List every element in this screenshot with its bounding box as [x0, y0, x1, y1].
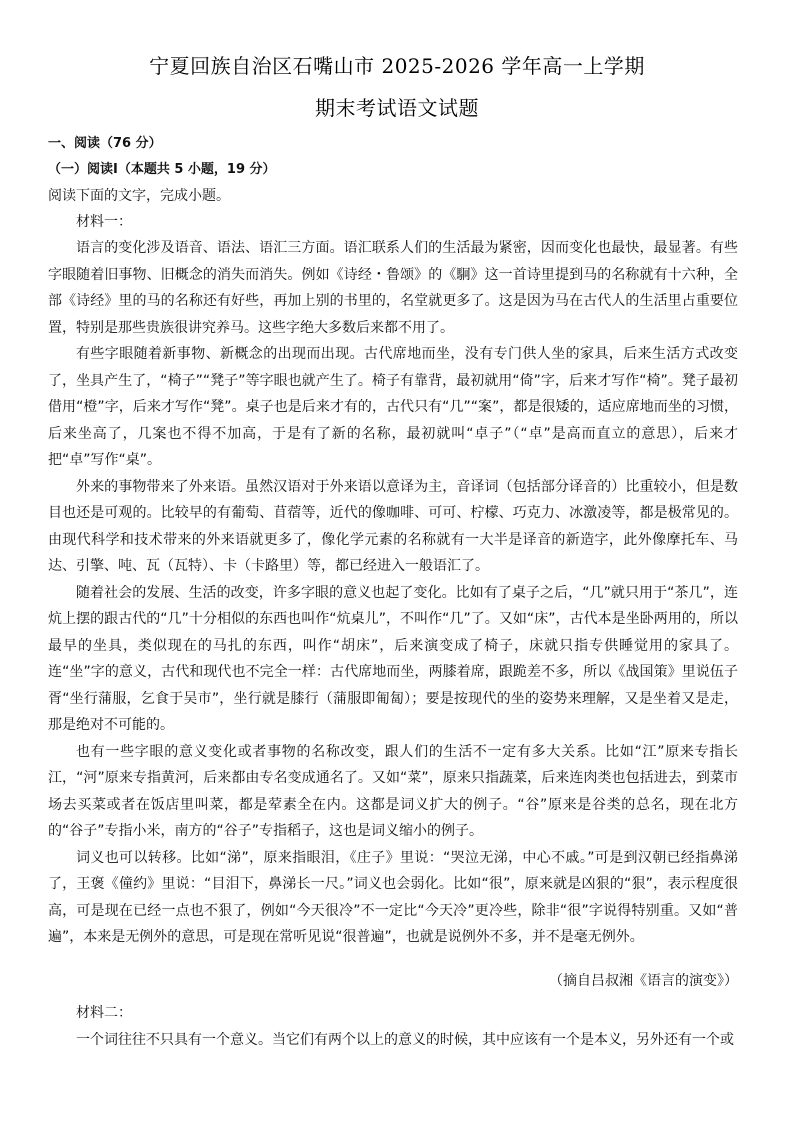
page-subtitle: 期末考试语文试题 [315, 96, 479, 120]
section-heading: 一、阅读（76 分） [48, 136, 162, 151]
paragraph: 语言的变化涉及语音、语法、语汇三方面。语汇联系人们的生活最为紧密，因而变化也最快，最显著。有些字眼随着旧事物、旧概念的消失而消失。例如《诗经・鲁颂》的《駉》这一首诗里提到马的名称就有十六种，全部《诗经》里的马的名称还有好些，再加上别的书里的，名堂就更多了。这是因为马在古代人的生活里占重要位置，特别是那些贵族很讲究养马。这些字绝大多数后来都不用了。 [48, 240, 738, 336]
material2-first-line: 一个词往往不只具有一个意义。当它们有两个以上的意义的时候，其中应该有一个是本义，另外还有一个或 [76, 1032, 734, 1048]
paragraph: 词义也可以转移。比如“涕”，原来指眼泪，《庄子》里说：“哭泣无涕，中心不戚。”可是到汉朝已经指鼻涕了，王褒《僮约》里说：“目泪下，鼻涕长一尺。”词义也会弱化。比如“很”，原来就是凶狠的“狠”，表示程度很高，可是现在已经一点也不狠了，例如“今天很冷”不一定比“今天冷”更冷些，除非“很”字说得特别重。又如“普遍”，本来是无例外的意思，可是现在常听见说“很普遍”，也就是说例外不多，并不是毫无例外。 [48, 849, 738, 945]
paragraph: 外来的事物带来了外来语。虽然汉语对于外来语以意译为主，音译词（包括部分译音的）比重较小，但是数目也还是可观的。比较早的有葡萄、苜蓿等，近代的像咖啡、可可、柠檬、巧克力、冰激凌等，都是极常见的。由现代科学和技术带来的外来语就更多了，像化学元素的名称就有一大半是译音的新造字，此外像摩托车、马达、引擎、吨、瓦（瓦特）、卡（卡路里）等，都已经进入一般语汇了。 [48, 478, 738, 574]
page-title: 宁夏回族自治区石嘴山市 2025-2026 学年高一上学期 [149, 54, 645, 78]
source-citation: （摘自吕叔湘《语言的演变》） [549, 973, 738, 989]
paragraph: 也有一些字眼的意义变化或者事物的名称改变，跟人们的生活不一定有多大关系。比如“江”原来专指长江，“河”原来专指黄河，后来都由专名变成通名了。又如“菜”，原来只指蔬菜，后来连肉类也包括进去，到菜市场去买菜或者在饭店里叫菜，都是荤素全在内。这都是词义扩大的例子。“谷”原来是谷类的总名，现在北方的“谷子”专指小米，南方的“谷子”专指稻子，这也是词义缩小的例子。 [48, 743, 738, 839]
subsection-heading: （一）阅读Ⅰ（本题共 5 小题，19 分） [48, 162, 276, 177]
material1-label: 材料一： [76, 214, 132, 230]
paragraph: 有些字眼随着新事物、新概念的出现而出现。古代席地而坐，没有专门供人坐的家具，后来生活方式改变了，坐具产生了，“椅子”“凳子”等字眼也就产生了。椅子有靠背，最初就用“倚”字，后来才写作“椅”。凳子最初借用“橙”字，后来才写作“凳”。桌子也是后来才有的，古代只有“几”“案”，都是很矮的，适应席地而坐的习惯，后来坐高了，几案也不得不加高，于是有了新的名称，最初就叫“卓子”（“卓”是高而直立的意思），后来才把“卓”写作“桌”。 [48, 346, 738, 468]
paragraph: 随着社会的发展、生活的改变，许多字眼的意义也起了变化。比如有了桌子之后，“几”就只用于“茶几”，连炕上摆的跟古代的“几”十分相似的东西也叫作“炕桌儿”，不叫作“几”了。又如“床”，古代本是坐卧两用的，所以最早的坐具，类似现在的马扎的东西，叫作“胡床”，后来演变成了椅子，床就只指专供睡觉用的家具了。连“坐”字的意义，古代和现代也不完全一样：古代席地而坐，两膝着席，跟跪差不多，所以《战国策》里说伍子胥“坐行蒲服，乞食于吴市”，坐行就是膝行（蒲服即匍匐）；要是按现代的坐的姿势来理解，又是坐着又是走，那是绝对不可能的。 [48, 584, 738, 733]
material1-body [48, 235, 738, 951]
material2-label: 材料二： [76, 1005, 132, 1021]
instruction-text: 阅读下面的文字，完成小题。 [48, 188, 230, 204]
